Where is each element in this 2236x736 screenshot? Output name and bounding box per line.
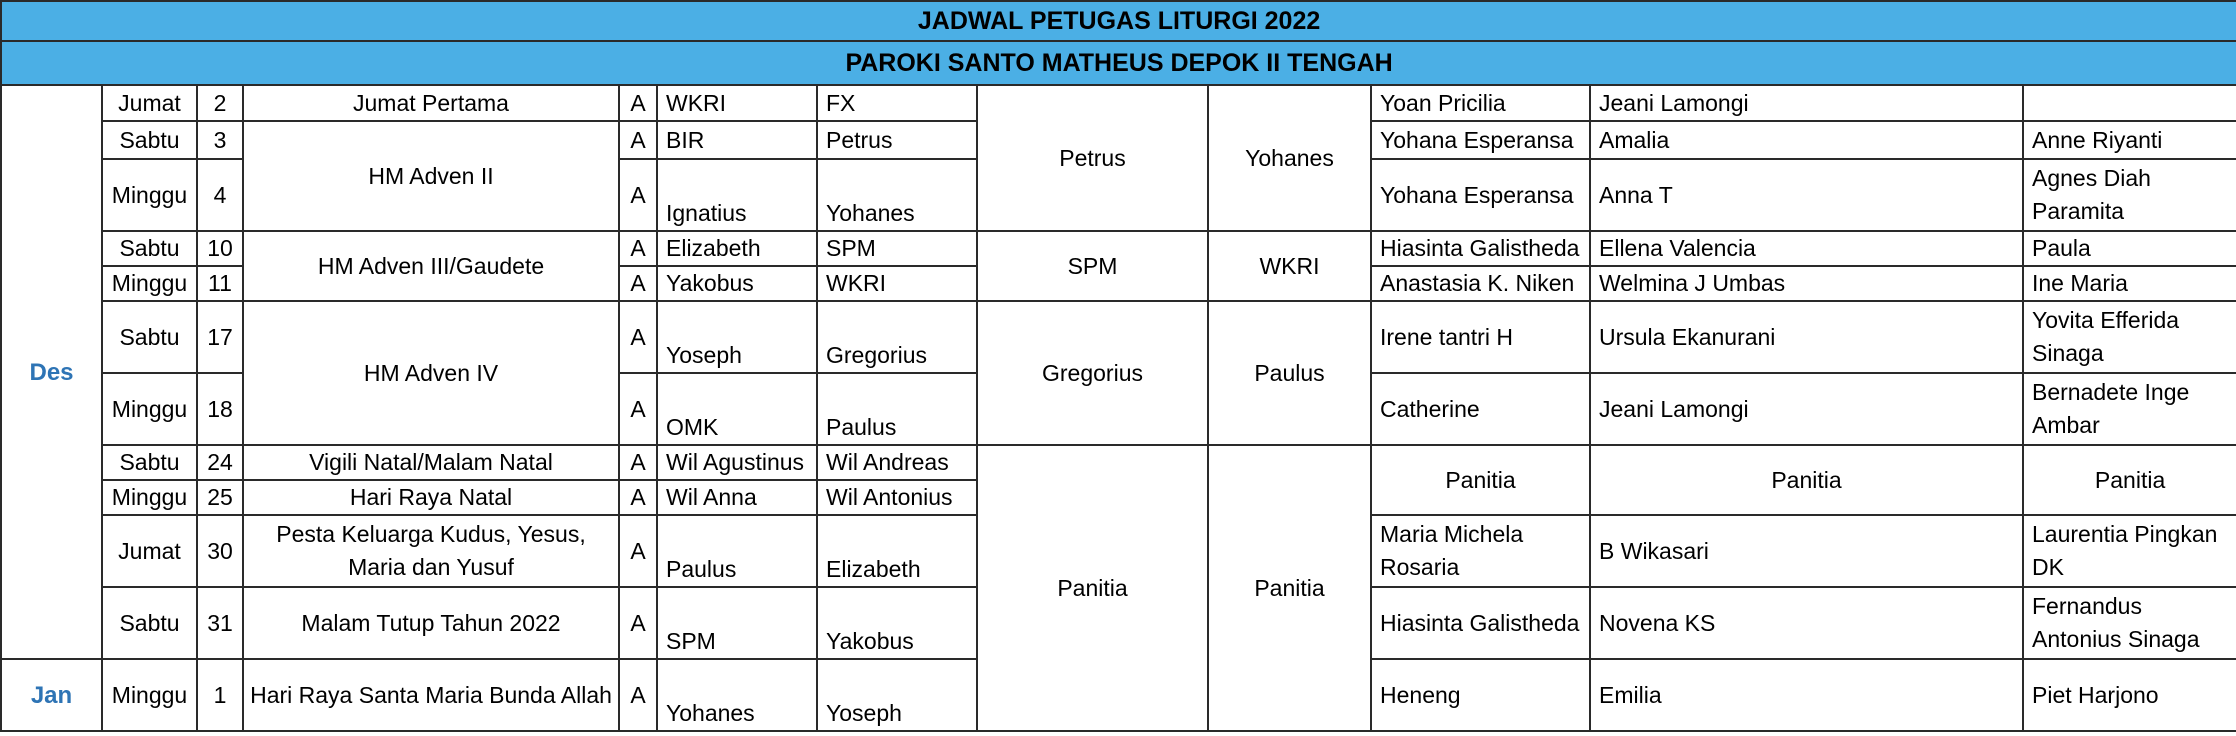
- group-b-cell: WKRI: [1208, 231, 1371, 301]
- table-row: [1, 231, 2236, 266]
- lector-3-cell: [2023, 85, 2236, 121]
- date-cell: 30: [197, 515, 243, 587]
- group-1-cell: Wil Anna: [657, 480, 817, 515]
- title-row: [1, 1, 2236, 41]
- day-cell: Sabtu: [102, 445, 197, 480]
- a-cell: A: [619, 373, 657, 445]
- group-2-cell: Wil Antonius: [817, 480, 977, 515]
- group-2-cell: Elizabeth: [817, 515, 977, 587]
- a-cell: A: [619, 266, 657, 301]
- lector-1-cell: Panitia: [1371, 445, 1590, 515]
- celebration-cell: Pesta Keluarga Kudus, Yesus, Maria dan Yusuf: [243, 515, 619, 587]
- group-2-cell: SPM: [817, 231, 977, 266]
- date-cell: 1: [197, 659, 243, 731]
- lector-2-cell: Novena KS: [1590, 587, 2023, 659]
- subtitle-row: [1, 41, 2236, 85]
- date-cell: 10: [197, 231, 243, 266]
- day-cell: Jumat: [102, 85, 197, 121]
- date-cell: 31: [197, 587, 243, 659]
- group-b-cell: Paulus: [1208, 301, 1371, 445]
- a-cell: A: [619, 480, 657, 515]
- group-2-cell: Petrus: [817, 121, 977, 159]
- day-cell: Minggu: [102, 159, 197, 231]
- group-2-cell: Gregorius: [817, 301, 977, 373]
- celebration-cell: HM Adven III/Gaudete: [243, 231, 619, 301]
- table-row: [1, 85, 2236, 121]
- group-b-cell: Yohanes: [1208, 85, 1371, 231]
- date-cell: 17: [197, 301, 243, 373]
- group-1-cell: Wil Agustinus: [657, 445, 817, 480]
- celebration-cell: HM Adven IV: [243, 301, 619, 445]
- lector-1-cell: Hiasinta Galistheda: [1371, 231, 1590, 266]
- group-2-cell: WKRI: [817, 266, 977, 301]
- day-cell: Sabtu: [102, 121, 197, 159]
- group-1-cell: Ignatius: [657, 159, 817, 231]
- group-a-cell: Panitia: [977, 445, 1208, 731]
- group-a-cell: Petrus: [977, 85, 1208, 231]
- lector-2-cell: Amalia: [1590, 121, 2023, 159]
- day-cell: Sabtu: [102, 231, 197, 266]
- a-cell: A: [619, 587, 657, 659]
- lector-1-cell: Yohana Esperansa: [1371, 121, 1590, 159]
- a-cell: A: [619, 659, 657, 731]
- a-cell: A: [619, 515, 657, 587]
- date-cell: 11: [197, 266, 243, 301]
- celebration-cell: Malam Tutup Tahun 2022: [243, 587, 619, 659]
- group-2-cell: Paulus: [817, 373, 977, 445]
- day-cell: Sabtu: [102, 587, 197, 659]
- celebration-cell: Vigili Natal/Malam Natal: [243, 445, 619, 480]
- group-2-cell: Yoseph: [817, 659, 977, 731]
- month-label-des: Des: [1, 85, 102, 659]
- lector-1-cell: Yoan Pricilia: [1371, 85, 1590, 121]
- lector-2-cell: Ellena Valencia: [1590, 231, 2023, 266]
- day-cell: Minggu: [102, 266, 197, 301]
- date-cell: 18: [197, 373, 243, 445]
- lector-2-cell: Emilia: [1590, 659, 2023, 731]
- a-cell: A: [619, 159, 657, 231]
- celebration-cell: HM Adven II: [243, 121, 619, 231]
- group-1-cell: BIR: [657, 121, 817, 159]
- page-subtitle: PAROKI SANTO MATHEUS DEPOK II TENGAH: [1, 41, 2236, 85]
- lector-1-cell: Catherine: [1371, 373, 1590, 445]
- lector-2-cell: B Wikasari: [1590, 515, 2023, 587]
- a-cell: A: [619, 85, 657, 121]
- group-1-cell: SPM: [657, 587, 817, 659]
- lector-2-cell: Jeani Lamongi: [1590, 373, 2023, 445]
- lector-3-cell: Paula: [2023, 231, 2236, 266]
- lector-2-cell: Jeani Lamongi: [1590, 85, 2023, 121]
- day-cell: Sabtu: [102, 301, 197, 373]
- group-a-cell: SPM: [977, 231, 1208, 301]
- lector-3-cell: Fernandus Antonius Sinaga: [2023, 587, 2236, 659]
- lector-2-cell: Panitia: [1590, 445, 2023, 515]
- group-a-cell: Gregorius: [977, 301, 1208, 445]
- lector-3-cell: Ine Maria: [2023, 266, 2236, 301]
- day-cell: Minggu: [102, 480, 197, 515]
- group-1-cell: Yoseph: [657, 301, 817, 373]
- group-1-cell: Yakobus: [657, 266, 817, 301]
- lector-1-cell: Hiasinta Galistheda: [1371, 587, 1590, 659]
- lector-1-cell: Maria Michela Rosaria: [1371, 515, 1590, 587]
- lector-3-cell: Agnes Diah Paramita: [2023, 159, 2236, 231]
- date-cell: 2: [197, 85, 243, 121]
- table-row: [1, 445, 2236, 480]
- day-cell: Jumat: [102, 515, 197, 587]
- lector-1-cell: Yohana Esperansa: [1371, 159, 1590, 231]
- lector-3-cell: Panitia: [2023, 445, 2236, 515]
- day-cell: Minggu: [102, 659, 197, 731]
- month-label-jan: Jan: [1, 659, 102, 731]
- group-2-cell: FX: [817, 85, 977, 121]
- lector-3-cell: Laurentia Pingkan DK: [2023, 515, 2236, 587]
- group-1-cell: Yohanes: [657, 659, 817, 731]
- lector-3-cell: Bernadete Inge Ambar: [2023, 373, 2236, 445]
- group-b-cell: Panitia: [1208, 445, 1371, 731]
- lector-2-cell: Anna T: [1590, 159, 2023, 231]
- group-1-cell: Paulus: [657, 515, 817, 587]
- celebration-cell: Hari Raya Santa Maria Bunda Allah: [243, 659, 619, 731]
- a-cell: A: [619, 445, 657, 480]
- table-row: [1, 301, 2236, 373]
- date-cell: 25: [197, 480, 243, 515]
- page-title: JADWAL PETUGAS LITURGI 2022: [1, 1, 2236, 41]
- lector-1-cell: Anastasia K. Niken: [1371, 266, 1590, 301]
- date-cell: 4: [197, 159, 243, 231]
- lector-3-cell: Piet Harjono: [2023, 659, 2236, 731]
- group-1-cell: WKRI: [657, 85, 817, 121]
- lector-3-cell: Yovita Efferida Sinaga: [2023, 301, 2236, 373]
- lector-1-cell: Heneng: [1371, 659, 1590, 731]
- a-cell: A: [619, 231, 657, 266]
- group-1-cell: Elizabeth: [657, 231, 817, 266]
- day-cell: Minggu: [102, 373, 197, 445]
- group-1-cell: OMK: [657, 373, 817, 445]
- group-2-cell: Yohanes: [817, 159, 977, 231]
- celebration-cell: Hari Raya Natal: [243, 480, 619, 515]
- group-2-cell: Yakobus: [817, 587, 977, 659]
- a-cell: A: [619, 301, 657, 373]
- lector-1-cell: Irene tantri H: [1371, 301, 1590, 373]
- group-2-cell: Wil Andreas: [817, 445, 977, 480]
- celebration-cell: Jumat Pertama: [243, 85, 619, 121]
- lector-2-cell: Ursula Ekanurani: [1590, 301, 2023, 373]
- lector-2-cell: Welmina J Umbas: [1590, 266, 2023, 301]
- a-cell: A: [619, 121, 657, 159]
- date-cell: 3: [197, 121, 243, 159]
- date-cell: 24: [197, 445, 243, 480]
- lector-3-cell: Anne Riyanti: [2023, 121, 2236, 159]
